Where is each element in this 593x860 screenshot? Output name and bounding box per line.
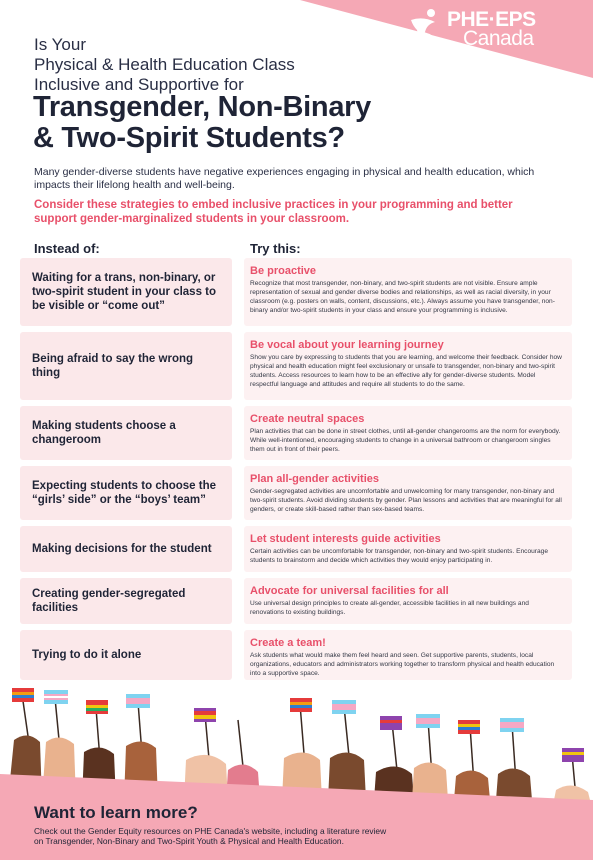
instead-cell: Trying to do it alone (20, 630, 232, 680)
column-heading-try: Try this: (250, 241, 301, 256)
strategy-title: Be proactive (250, 265, 317, 277)
logo-text-line2: Canada (463, 27, 534, 50)
strategy-row (20, 578, 572, 624)
instead-cell: Making decisions for the student (20, 526, 232, 572)
intro-question (34, 35, 295, 95)
try-cell (244, 466, 572, 520)
strategy-row (20, 466, 572, 520)
try-cell (244, 332, 572, 400)
try-cell (244, 578, 572, 624)
page-title (33, 92, 371, 154)
strategy-row (20, 526, 572, 572)
instead-cell: Expecting students to choose the “girls’ side” or the “boys’ team” (20, 466, 232, 520)
phe-canada-logo[interactable] (405, 6, 565, 48)
callout-paragraph: Consider these strategies to embed inclusive practices in your programming and better support gender-marginalized students in your classroom. (34, 199, 513, 225)
intro-line-1: Is Your (34, 35, 86, 54)
strategy-description: Certain activities can be uncomfortable for transgender, non-binary and two-spirit students. Encourage students to brainstorm and decide which activities they would enjoy participating in. (250, 548, 548, 564)
intro-line-2: Physical & Health Education Class (34, 55, 295, 74)
instead-cell: Waiting for a trans, non-binary, or two-spirit student in your class to be visible or “come out” (20, 258, 232, 326)
strategy-title: Advocate for universal facilities for all (250, 585, 449, 597)
strategy-description: Show you care by expressing to students that you are learning, and welcome their feedback. Consider how physical and health education might feel exclusionary or unsafe to transgender, non-binary and two-spirit students. Access resources to learn how to be an effective ally for gender-diverse students. Model respectful language and attitudes and require all students to do the same. (250, 354, 562, 388)
title-line-2: & Two-Spirit Students? (33, 122, 345, 154)
try-cell (244, 630, 572, 680)
figure-logo-icon (405, 6, 445, 48)
try-cell (244, 526, 572, 572)
instead-cell: Being afraid to say the wrong thing (20, 332, 232, 400)
footer-text[interactable]: Check out the Gender Equity resources on PHE Canada's website, including a literature review on Transgender, Non-Binary and Two-Spirit Youth & Physical and Health Education. (34, 826, 387, 846)
title-line-1: Transgender, Non-Binary (33, 91, 371, 123)
strategy-row (20, 630, 572, 680)
strategy-description: Plan activities that can be done in street clothes, until all-gender changerooms are the norm for everybody. While well-intentioned, encouraging students to change in a universal bathroom or changeroom singles them out in front of their peers. (250, 428, 561, 453)
column-heading-instead: Instead of: (34, 241, 100, 256)
strategy-row (20, 258, 572, 326)
strategy-row (20, 406, 572, 460)
instead-cell: Making students choose a changeroom (20, 406, 232, 460)
strategy-title: Create a team! (250, 637, 326, 649)
strategy-row (20, 332, 572, 400)
lead-paragraph: Many gender-diverse students have negative experiences engaging in physical and health education, which impacts their lifelong health and well-being. (34, 166, 535, 191)
try-cell (244, 258, 572, 326)
intro-line-3: Inclusive and Supportive for (34, 75, 244, 94)
strategy-title: Plan all-gender activities (250, 473, 379, 485)
strategy-description: Use universal design principles to create all-gender, accessible facilities in all new buildings and renovations to existing buildings. (250, 600, 529, 616)
try-cell (244, 406, 572, 460)
footer-title: Want to learn more? (34, 803, 198, 822)
strategy-title: Be vocal about your learning journey (250, 339, 444, 351)
strategy-table (20, 258, 572, 686)
instead-cell: Creating gender-segregated facilities (20, 578, 232, 624)
strategy-title: Let student interests guide activities (250, 533, 441, 545)
strategy-description: Ask students what would make them feel heard and seen. Get supportive parents, students, local organizations, educators and administrators working together to transform physical and health education into a supportive space. (250, 652, 555, 677)
logo-text-line1: PHE·EPS (447, 8, 536, 31)
strategy-description: Gender-segregated activities are uncomfortable and unwelcoming for many transgender, non-binary and two-spirit students. Avoid dividing students by gender. Plan lessons and activities that are meaningful for all genders, or create skill-based rather than sex-based teams. (250, 488, 562, 513)
strategy-title: Create neutral spaces (250, 413, 365, 425)
strategy-description: Recognize that most transgender, non-binary, and two-spirit students are not visible. Ensure ample representation of sexual and gender diverse bodies and relationships, as well as racial diversity, in your classroom (e.g. posters on walls, content, discussions, etc.). Always assume you have transgender, non-binary and/or two-spirit students in your class and ensure your programming is inclusive. (250, 280, 555, 314)
